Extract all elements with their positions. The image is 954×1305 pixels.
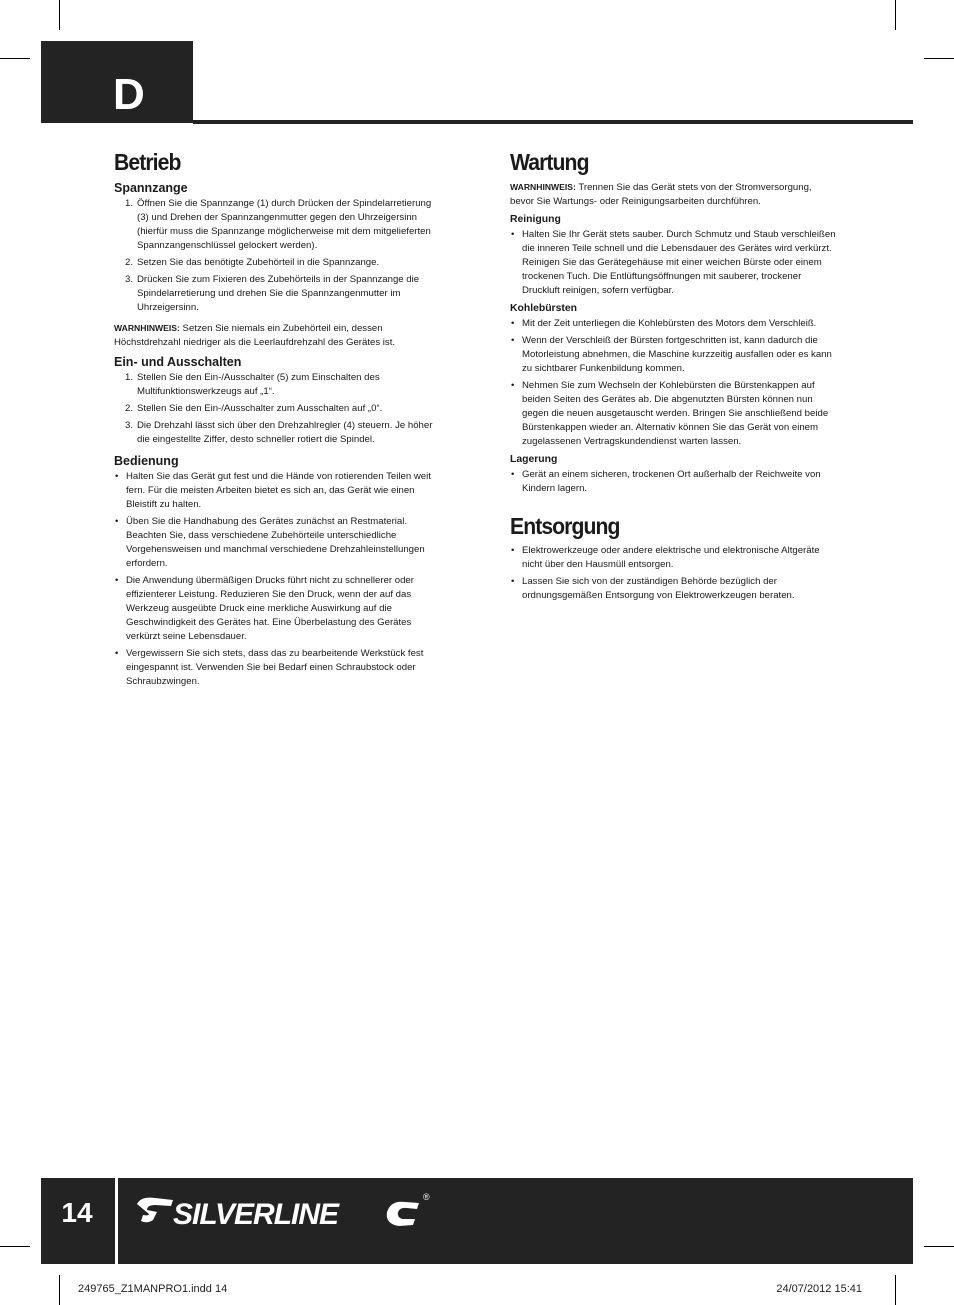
list-item: • Halten Sie das Gerät gut fest und die Hände von rotierenden Teilen weit fern. Für die meisten Arbeiten bietet es sich an, das Gerät wie einen Bleistift zu halten. <box>115 471 431 510</box>
section-title-entsorgung: Entsorgung <box>510 513 620 539</box>
crop-mark <box>59 0 60 30</box>
warning-text: Setzen Sie niemals ein Zubehörteil ein, dessen Höchstdrehzahl niedriger als die Leerlaufdrehzahl des Gerätes ist. <box>114 323 396 348</box>
heading-ein-aus: Ein- und Ausschalten <box>114 355 242 369</box>
crop-mark <box>59 1275 60 1305</box>
language-code: D <box>113 70 145 119</box>
list-item: 1. Stellen Sie den Ein-/Ausschalter (5) zum Einschalten des Multifunktionswerkzeugs auf „1“. <box>125 372 380 397</box>
section-entsorgung <box>510 512 838 603</box>
heading-reinigung: Reinigung <box>510 214 561 225</box>
file-slug: 249765_Z1MANPRO1.indd 14 <box>78 1283 228 1295</box>
list-item: • Lassen Sie sich von der zuständigen Behörde bezüglich der ordnungsgemäßen Entsorgung von Elektrowerkzeugen beraten. <box>511 576 795 601</box>
ein-aus-steps <box>114 371 440 447</box>
crop-mark <box>0 1246 30 1247</box>
date-slug: 24/07/2012 15:41 <box>776 1283 862 1295</box>
crop-mark <box>924 58 954 59</box>
list-item: 2. Setzen Sie das benötigte Zubehörteil in die Spannzange. <box>125 257 380 268</box>
list-item: • Halten Sie Ihr Gerät stets sauber. Durch Schmutz und Staub verschleißen die inneren Teile schnell und die Lebensdauer des Gerätes wird verkürzt. Reinigen Sie das Gerätegehäuse mit einer weichen Bürste oder einem trockenen Tuch. Die Entlüftungsöffnungen mit sauberer, trockener Druckluft reinigen, sofern verfügbar. <box>511 229 836 296</box>
kohlebuersten-list <box>510 317 838 449</box>
warning-label: WARNHINWEIS: <box>510 182 576 192</box>
brand-wordmark: SILVERLINE <box>173 1198 339 1231</box>
footer-divider <box>115 1178 118 1264</box>
list-item: 3. Die Drehzahl lässt sich über den Drehzahlregler (4) steuern. Je höher die eingestellte Ziffer, desto schneller rotiert die Spindel. <box>125 420 433 445</box>
crop-mark <box>0 58 30 59</box>
language-tab <box>41 41 193 123</box>
list-item: • Mit der Zeit unterliegen die Kohlebürsten des Motors dem Verschleiß. <box>511 318 817 329</box>
section-title-betrieb: Betrieb <box>114 149 181 175</box>
list-item: • Die Anwendung übermäßigen Drucks führt nicht zu schnellerer oder effizienterer Leistung. Reduzieren Sie den Druck, wenn der auf das Werkzeug ausgeübte Druck eine merkliche Auswirkung auf die Geschwindigkeit des Gerätes hat. Eine Überbelastung des Gerätes verkürzt seine Lebensdauer. <box>115 575 414 642</box>
warning-text: Trennen Sie das Gerät stets von der Stromversorgung, bevor Sie Wartungs- oder Reinigungsarbeiten durchführen. <box>510 182 812 207</box>
crop-mark <box>895 1275 896 1305</box>
warning-note <box>114 321 440 350</box>
crop-mark <box>924 1246 954 1247</box>
list-item: • Wenn der Verschleiß der Bürsten fortgeschritten ist, kann dadurch die Motorleistung abnehmen, die Maschine kurzzeitig ausfallen oder es kann zu sichtbarer Funkenbildung kommen. <box>511 335 832 374</box>
list-item: • Nehmen Sie zum Wechseln der Kohlebürsten die Bürstenkappen auf beiden Seiten des Gerätes ab. Die abgenutzten Bürsten können nun gegen die neuen ausgetauscht werden. Bringen Sie anschließend beide Bürstenkappen wieder an. Alternativ können Sie das Gerät von einem zugelassenen Vertragskundendienst warten lassen. <box>511 380 829 447</box>
left-column <box>114 148 440 693</box>
list-item: • Üben Sie die Handhabung des Gerätes zunächst an Restmaterial. Beachten Sie, dass verschiedene Zubehörteile unterschiedliche Vorgehensweisen und manchmal verschiedene Drehzahleinstellungen erfordern. <box>115 516 425 569</box>
heading-lagerung: Lagerung <box>510 454 558 465</box>
list-item: 2. Stellen Sie den Ein-/Ausschalter zum Ausschalten auf „0“. <box>125 403 383 414</box>
section-title-wartung: Wartung <box>510 149 589 175</box>
warning-label: WARNHINWEIS: <box>114 323 180 333</box>
header-rule <box>193 120 913 124</box>
heading-kohlebuersten: Kohlebürsten <box>510 303 577 314</box>
heading-spannzange: Spannzange <box>114 181 188 195</box>
list-item: • Vergewissern Sie sich stets, dass das zu bearbeitende Werkstück fest eingespannt ist. Verwenden Sie bei Bedarf einen Schraubstock oder Schraubzwingen. <box>115 648 424 687</box>
list-item: • Gerät an einem sicheren, trockenen Ort außerhalb der Reichweite von Kindern lagern. <box>511 469 821 494</box>
crop-mark <box>895 0 896 30</box>
reinigung-list <box>510 228 838 298</box>
warning-note <box>510 180 838 209</box>
silverline-logo <box>133 1188 433 1238</box>
entsorgung-list <box>510 544 838 603</box>
page-number: 14 <box>61 1197 93 1228</box>
heading-bedienung: Bedienung <box>114 454 179 468</box>
list-item: • Elektrowerkzeuge oder andere elektrische und elektronische Altgeräte nicht über den Hausmüll entsorgen. <box>511 545 820 570</box>
lagerung-list <box>510 468 838 496</box>
list-item: 3. Drücken Sie zum Fixieren des Zubehörteils in der Spannzange die Spindelarretierung und drehen Sie die Spannzangenmutter im Uhrzeigersinn. <box>125 274 420 313</box>
right-column <box>510 148 838 607</box>
footer-bar <box>41 1178 913 1264</box>
spannzange-steps <box>114 197 440 315</box>
registered-mark: ® <box>423 1192 430 1202</box>
list-item: 1. Öffnen Sie die Spannzange (1) durch Drücken der Spindelarretierung (3) und Drehen der Spannzangenmutter gegen den Uhrzeigersinn (hierfür muss die Spannzange möglicherweise mit dem mitgelieferten Spannzangenschlüssel gelockert werden). <box>125 198 432 251</box>
bedienung-list <box>114 470 440 689</box>
